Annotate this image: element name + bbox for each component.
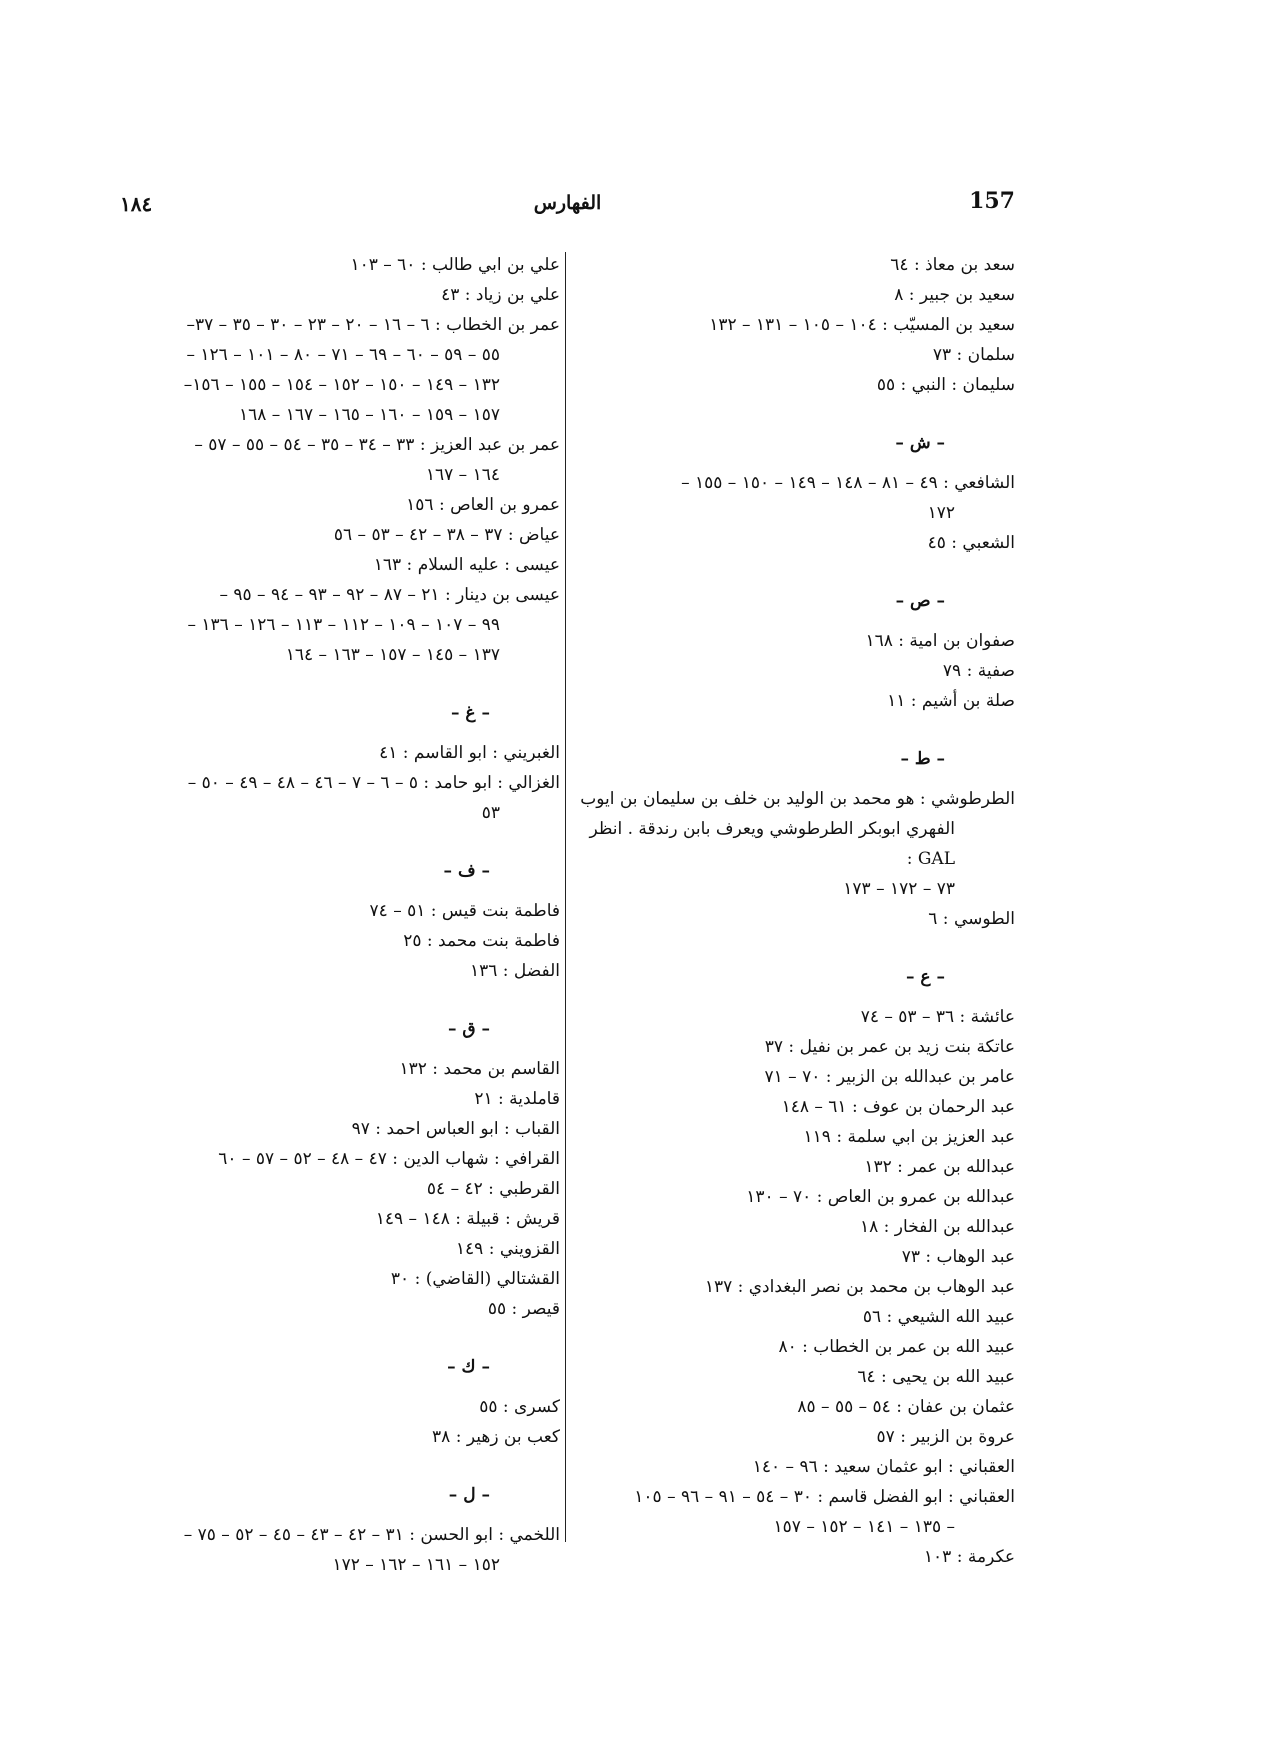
index-entry: عامر بن عبدالله بن الزبير : ٧٠ – ٧١: [764, 1067, 1015, 1087]
index-entry: الشعبي : ٤٥: [927, 533, 1015, 553]
index-entry: عبد الوهاب : ٧٣: [901, 1247, 1015, 1267]
index-entry: الغزالي : ابو حامد : ٥ – ٦ – ٧ – ٤٦ – ٤٨ – ٤٩ – ٥٠ –: [187, 773, 560, 793]
index-entry-continuation: – ١٣٥ – ١٤١ – ١٥٢ – ١٥٧: [773, 1517, 955, 1537]
index-entry-continuation: ٧٣ – ١٧٢ – ١٧٣: [843, 879, 955, 899]
column-divider: [565, 252, 566, 1542]
index-entry-continuation: الفهري ابوبكر الطرطوشي ويعرف بابن رندقة . انظر GAL :: [589, 819, 955, 869]
index-entry-continuation: ١٥٢ – ١٦١ – ١٦٢ – ١٧٢: [332, 1555, 500, 1575]
index-entry-continuation: ١٦٤ – ١٦٧: [425, 465, 500, 485]
index-entry: العقباني : ابو عثمان سعيد : ٩٦ – ١٤٠: [752, 1457, 1015, 1477]
index-entry-continuation: ٥٥ – ٥٩ – ٦٠ – ٦٩ – ٧١ – ٨٠ – ١٠١ – ١٢٦ –: [186, 345, 500, 365]
index-entry-continuation: ١٣٢ – ١٤٩ – ١٥٠ – ١٥٢ – ١٥٤ – ١٥٥ – ١٥٦–: [183, 375, 500, 395]
index-entry: فاطمة بنت محمد : ٢٥: [403, 931, 560, 951]
index-entry-continuation: ١٧٢: [927, 503, 955, 523]
index-entry: عبيد الله بن يحيى : ٦٤: [857, 1367, 1015, 1387]
index-entry: صفوان بن امية : ١٦٨: [865, 631, 1015, 651]
index-entry: عبيد الله الشيعي : ٥٦: [862, 1307, 1015, 1327]
index-entry: عمرو بن العاص : ١٥٦: [406, 495, 560, 515]
index-entry-continuation: ٥٣: [481, 803, 500, 823]
index-column-left: [120, 250, 560, 1580]
index-entry: عبيد الله بن عمر بن الخطاب : ٨٠: [778, 1337, 1015, 1357]
page-header: [120, 188, 1015, 222]
index-entry: عبد الوهاب بن محمد بن نصر البغدادي : ١٣٧: [704, 1277, 1015, 1297]
index-entry: سليمان : النبي : ٥٥: [876, 375, 1015, 395]
index-entry: سعد بن معاذ : ٦٤: [890, 255, 1015, 275]
index-entry: عائشة : ٣٦ – ٥٣ – ٧٤: [860, 1007, 1015, 1027]
index-entry-continuation: ٩٩ – ١٠٧ – ١٠٩ – ١١٢ – ١١٣ – ١٢٦ – ١٣٦ –: [187, 615, 500, 635]
index-entry: الفضل : ١٣٦: [469, 961, 560, 981]
index-entry: قاملدية : ٢١: [474, 1089, 560, 1109]
index-entry: الغبريني : ابو القاسم : ٤١: [379, 743, 560, 763]
index-entry: فاطمة بنت قيس : ٥١ – ٧٤: [369, 901, 560, 921]
index-entry: عثمان بن عفان : ٥٤ – ٥٥ – ٨٥: [797, 1397, 1015, 1417]
page-number-latin: 157: [969, 188, 1015, 214]
section-heading: – ش –: [895, 433, 945, 453]
index-entry: القباب : ابو العباس احمد : ٩٧: [351, 1119, 560, 1139]
index-entry: قريش : قبيلة : ١٤٨ – ١٤٩: [375, 1209, 560, 1229]
index-entry: عبدالله بن عمر : ١٣٢: [864, 1157, 1015, 1177]
index-entry: سعيد بن جبير : ٨: [894, 285, 1015, 305]
index-entry: القشتالي (القاضي) : ٣٠: [390, 1269, 560, 1289]
index-entry: عروة بن الزبير : ٥٧: [876, 1427, 1015, 1447]
index-column-right: [575, 250, 1015, 1572]
section-heading: – ك –: [447, 1357, 490, 1377]
index-entry: كعب بن زهير : ٣٨: [432, 1427, 560, 1447]
index-entry: قيصر : ٥٥: [487, 1299, 560, 1319]
page-number-arabic: ١٨٤: [120, 192, 153, 216]
index-entry: الطوسي : ٦: [928, 909, 1015, 929]
index-entry: عكرمة : ١٠٣: [923, 1547, 1015, 1567]
index-entry: عبدالله بن عمرو بن العاص : ٧٠ – ١٣٠: [746, 1187, 1015, 1207]
index-entry: عبد الرحمان بن عوف : ٦١ – ١٤٨: [781, 1097, 1015, 1117]
index-entry: صلة بن أشيم : ١١: [887, 691, 1015, 711]
index-entry: عبد العزيز بن ابي سلمة : ١١٩: [803, 1127, 1015, 1147]
index-entry: علي بن زياد : ٤٣: [441, 285, 560, 305]
section-heading: – ق –: [447, 1019, 490, 1039]
section-heading: – ع –: [906, 967, 945, 987]
index-entry: عيسى : عليه السلام : ١٦٣: [373, 555, 560, 575]
section-heading: – ل –: [448, 1485, 490, 1505]
index-entry: الشافعي : ٤٩ – ٨١ – ١٤٨ – ١٤٩ – ١٥٠ – ١٥٥ –: [681, 473, 1015, 493]
index-entry: سلمان : ٧٣: [932, 345, 1015, 365]
index-entry: العقباني : ابو الفضل قاسم : ٣٠ – ٥٤ – ٩١ – ٩٦ – ١٠٥: [634, 1487, 1015, 1507]
index-entry: القرافي : شهاب الدين : ٤٧ – ٤٨ – ٥٢ – ٥٧ – ٦٠: [218, 1149, 560, 1169]
section-heading: – ص –: [895, 591, 945, 611]
section-heading: – ف –: [443, 861, 490, 881]
index-entry: سعيد بن المسيّب : ١٠٤ – ١٠٥ – ١٣١ – ١٣٢: [709, 315, 1015, 335]
index-entry: القرطبي : ٤٢ – ٥٤: [426, 1179, 560, 1199]
index-entry: اللخمي : ابو الحسن : ٣١ – ٤٢ – ٤٣ – ٤٥ – ٥٢ – ٧٥ –: [183, 1525, 560, 1545]
index-entry-continuation: ١٣٧ – ١٤٥ – ١٥٧ – ١٦٣ – ١٦٤: [285, 645, 500, 665]
index-entry: عبدالله بن الفخار : ١٨: [860, 1217, 1015, 1237]
section-heading: – غ –: [451, 703, 490, 723]
index-entry: عاتكة بنت زيد بن عمر بن نفيل : ٣٧: [764, 1037, 1015, 1057]
section-heading: – ط –: [900, 749, 945, 769]
index-entry: القاسم بن محمد : ١٣٢: [399, 1059, 560, 1079]
index-entry: كسرى : ٥٥: [479, 1397, 560, 1417]
index-entry-continuation: ١٥٧ – ١٥٩ – ١٦٠ – ١٦٥ – ١٦٧ – ١٦٨: [239, 405, 500, 425]
index-entry: الطرطوشي : هو محمد بن الوليد بن خلف بن سليمان بن ايوب: [580, 789, 1015, 809]
index-entry: علي بن ابي طالب : ٦٠ – ١٠٣: [350, 255, 560, 275]
index-entry: عياض : ٣٧ – ٣٨ – ٤٢ – ٥٣ – ٥٦: [333, 525, 560, 545]
index-entry: القزويني : ١٤٩: [455, 1239, 560, 1259]
index-entry: عيسى بن دينار : ٢١ – ٨٧ – ٩٢ – ٩٣ – ٩٤ – ٩٥ –: [219, 585, 560, 605]
page-title: الفهارس: [533, 192, 602, 214]
index-entry: عمر بن الخطاب : ٦ – ١٦ – ٢٠ – ٢٣ – ٣٠ – ٣٥ – ٣٧–: [186, 315, 560, 335]
index-entry: عمر بن عبد العزيز : ٣٣ – ٣٤ – ٣٥ – ٥٤ – ٥٥ – ٥٧ –: [194, 435, 560, 455]
index-entry: صفية : ٧٩: [942, 661, 1015, 681]
